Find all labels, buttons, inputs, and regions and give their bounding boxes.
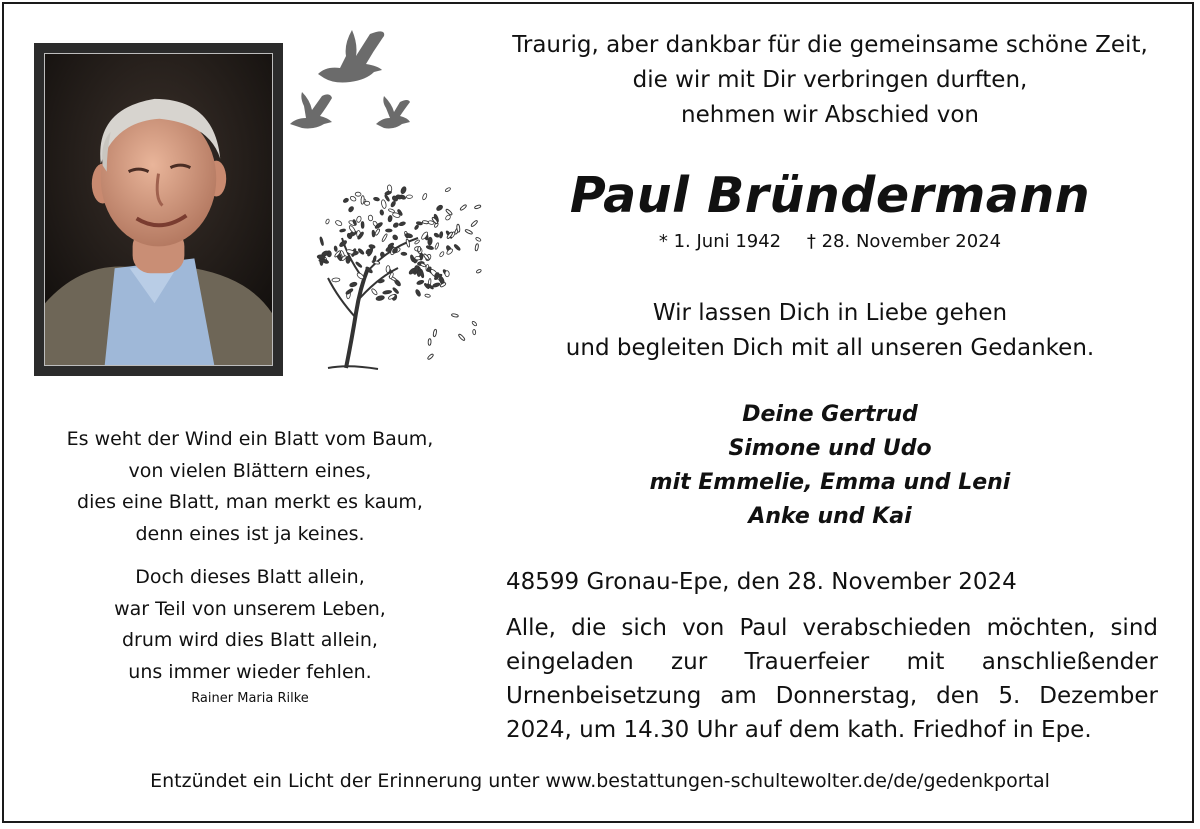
- doves-icon: [286, 26, 416, 136]
- memorial-portal-note: Entzündet ein Licht der Erinnerung unter www.bestattungen-schultewolter.de/de/gedenkportal: [150, 770, 1050, 792]
- death-date: † 28. November 2024: [806, 231, 1002, 252]
- portrait-frame: [34, 43, 283, 376]
- family-line: Deine Gertrud: [742, 402, 918, 427]
- life-dates: [480, 231, 1180, 252]
- poem-author: Rainer Maria Rilke: [191, 691, 309, 706]
- poem-line: Doch dieses Blatt allein,: [135, 566, 365, 588]
- farewell-line: und begleiten Dich mit all unseren Gedanken.: [565, 335, 1095, 361]
- funeral-announcement: Alle, die sich von Paul verabschieden möchten, sind eingeladen zur Trauerfeier mit anschließender Urnenbeisetzung am Donnerstag, den 5. Dezember 2024, um 14.30 Uhr auf dem kath. Friedhof in Epe.: [506, 615, 1158, 743]
- birth-date: * 1. Juni 1942: [658, 231, 782, 252]
- poem: [20, 424, 480, 688]
- intro-line: Traurig, aber dankbar für die gemeinsame schöne Zeit,: [512, 32, 1148, 58]
- intro-line: die wir mit Dir verbringen durften,: [632, 67, 1028, 93]
- poem-line: Es weht der Wind ein Blatt vom Baum,: [66, 428, 434, 450]
- poem-line: von vielen Blättern eines,: [128, 459, 372, 482]
- poem-line: dies eine Blatt, man merkt es kaum,: [77, 491, 423, 513]
- windblown-tree-icon: [308, 168, 486, 376]
- poem-line: drum wird dies Blatt allein,: [122, 629, 378, 651]
- farewell-text: [480, 296, 1180, 366]
- portrait-photo: [44, 53, 273, 366]
- poem-stanza: [20, 424, 480, 550]
- farewell-line: Wir lassen Dich in Liebe gehen: [652, 300, 1008, 326]
- family-line: Simone und Udo: [728, 436, 932, 461]
- deceased-name: Paul Bründermann: [569, 167, 1091, 224]
- intro-line: nehmen wir Abschied von: [681, 102, 979, 128]
- family-line: Anke und Kai: [748, 504, 912, 529]
- family-signatures: [480, 398, 1180, 534]
- poem-line: uns immer wieder fehlen.: [128, 660, 372, 683]
- intro-text: [480, 28, 1180, 133]
- family-line: mit Emmelie, Emma und Leni: [649, 470, 1011, 495]
- poem-line: denn eines ist ja keines.: [135, 522, 365, 545]
- place-date: 48599 Gronau-Epe, den 28. November 2024: [506, 569, 1017, 595]
- poem-line: war Teil von unserem Leben,: [114, 597, 386, 620]
- poem-stanza: [20, 562, 480, 688]
